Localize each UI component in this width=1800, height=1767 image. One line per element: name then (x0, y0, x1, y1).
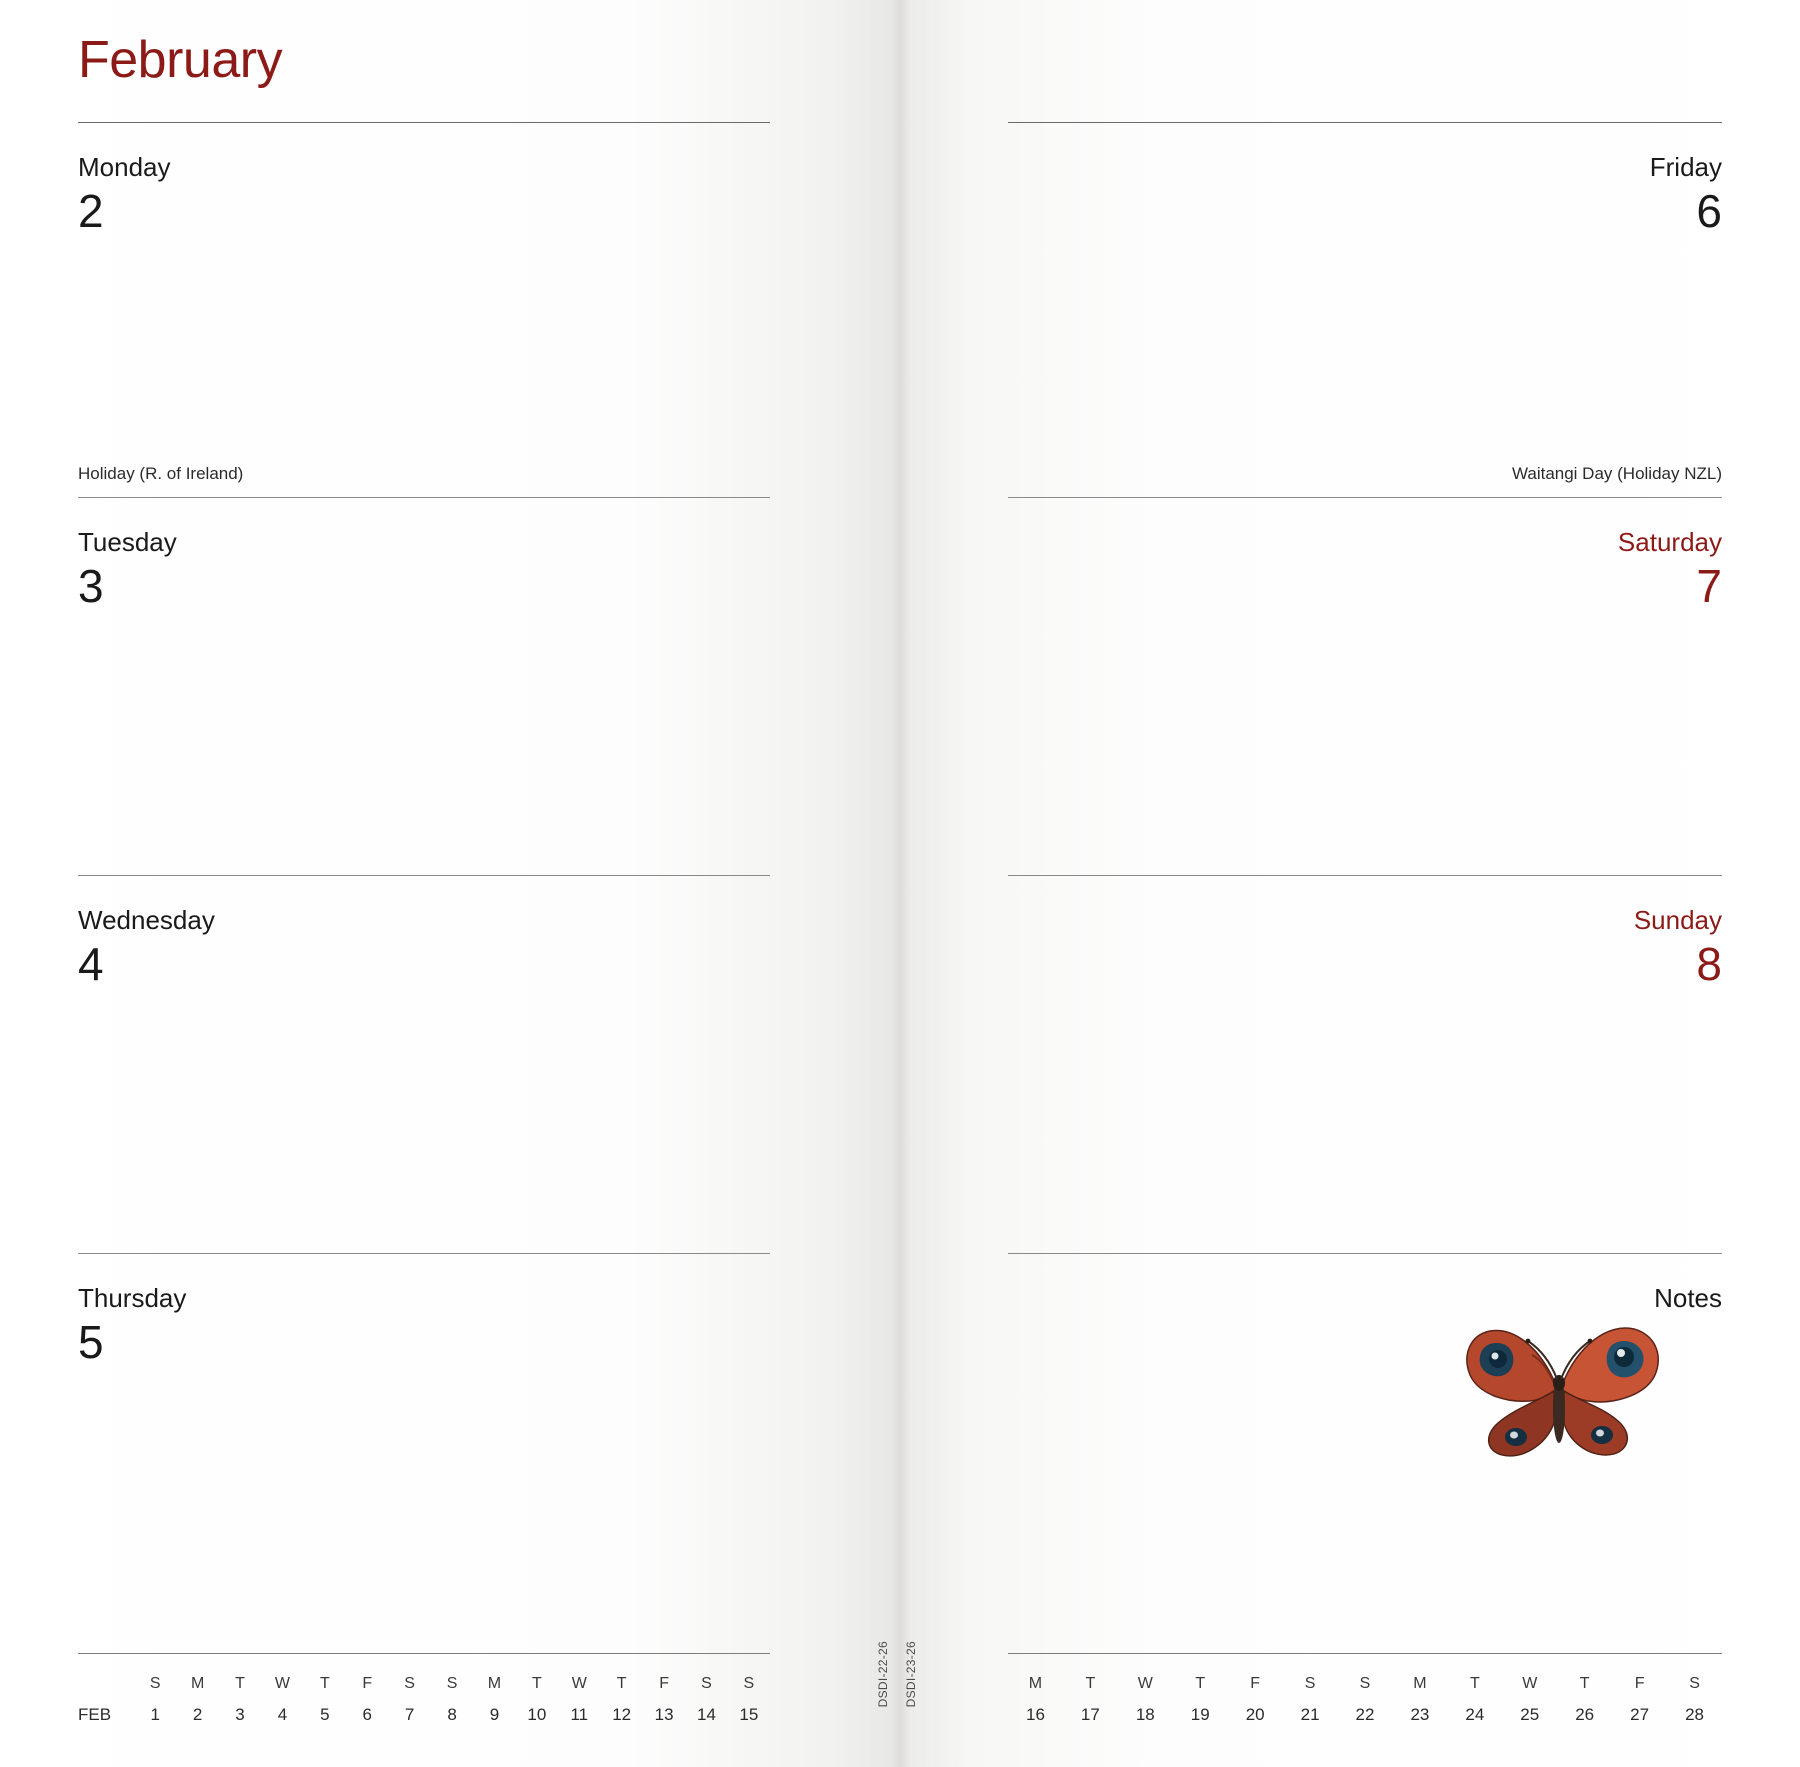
day-number: 18 (1135, 1705, 1155, 1724)
day-number: 7 (1696, 560, 1722, 612)
dow-label: S (1689, 1675, 1700, 1692)
day-number: 16 (1026, 1705, 1045, 1724)
mini-calendar-cells (134, 1675, 770, 1725)
day-number: 1 (150, 1705, 160, 1724)
page-title: February (78, 31, 283, 89)
day-number: 22 (1355, 1705, 1375, 1724)
day-number: 20 (1245, 1705, 1265, 1724)
day-number: 24 (1465, 1705, 1485, 1724)
mini-calendar-day[interactable] (516, 1675, 558, 1725)
product-code-left: DSDI-22-26 (876, 1640, 890, 1707)
mini-calendar-day[interactable] (1008, 1675, 1063, 1725)
day-number: 25 (1520, 1705, 1540, 1724)
dow-label: S (701, 1675, 712, 1692)
dow-label: T (531, 1675, 542, 1692)
divider (1008, 1253, 1722, 1254)
product-code-right: DSDI-23-26 (904, 1640, 918, 1707)
mini-calendar-day[interactable] (1447, 1675, 1502, 1725)
mini-calendar-day[interactable] (346, 1675, 388, 1725)
divider (1008, 1653, 1722, 1654)
dow-label: W (274, 1675, 290, 1692)
day-number: 10 (527, 1705, 547, 1724)
butterfly-illustration (1444, 1297, 1674, 1467)
day-entry-wednesday[interactable] (78, 905, 770, 991)
mini-calendar-day[interactable] (728, 1675, 770, 1725)
day-number: 2 (78, 185, 104, 237)
day-number: 23 (1410, 1705, 1430, 1724)
day-number: 9 (489, 1705, 500, 1724)
day-number: 5 (320, 1705, 330, 1724)
dow-label: S (404, 1675, 415, 1692)
notes-heading: Notes (1654, 1283, 1722, 1313)
dow-label: T (1085, 1675, 1096, 1692)
dow-label: T (1469, 1675, 1480, 1692)
day-number: 2 (192, 1705, 203, 1724)
day-number: 5 (78, 1316, 104, 1368)
dow-label: T (1195, 1675, 1206, 1692)
day-number: 15 (739, 1705, 759, 1724)
mini-calendar-day[interactable] (134, 1675, 176, 1725)
mini-calendar-day[interactable] (1173, 1675, 1228, 1725)
dow-label: F (659, 1675, 669, 1692)
mini-calendar-day[interactable] (304, 1675, 346, 1725)
dow-label: M (190, 1675, 205, 1692)
mini-calendar-day[interactable] (219, 1675, 261, 1725)
mini-calendar-day[interactable] (431, 1675, 473, 1725)
mini-calendar-day[interactable] (1063, 1675, 1118, 1725)
day-entry-sunday[interactable] (1008, 905, 1722, 991)
day-number: 11 (570, 1705, 589, 1724)
divider (78, 497, 770, 498)
day-name: Sunday (1633, 905, 1722, 935)
divider (1008, 122, 1722, 123)
day-number: 17 (1080, 1705, 1100, 1724)
dow-label: T (616, 1675, 627, 1692)
day-number: 26 (1575, 1705, 1595, 1724)
dow-label: W (1522, 1675, 1538, 1692)
day-number: 8 (447, 1705, 457, 1724)
dow-label: S (446, 1675, 458, 1692)
day-name: Tuesday (78, 527, 177, 557)
day-number: 6 (362, 1705, 372, 1724)
day-name: Saturday (1617, 527, 1722, 557)
dow-label: M (487, 1675, 502, 1692)
day-number: 4 (78, 938, 104, 990)
dow-label: F (362, 1675, 373, 1692)
day-name: Friday (1649, 152, 1722, 182)
day-number: 21 (1300, 1705, 1320, 1724)
mini-calendar-month-label: FEB (78, 1705, 112, 1724)
day-name: Monday (78, 152, 171, 182)
dow-label: W (571, 1675, 587, 1692)
mini-calendar-day[interactable] (643, 1675, 685, 1725)
divider (78, 875, 770, 876)
divider (1008, 497, 1722, 498)
mini-calendar-day[interactable] (1557, 1675, 1612, 1725)
mini-calendar-day[interactable] (1118, 1675, 1173, 1725)
dow-label: T (1579, 1675, 1590, 1692)
dow-label: S (149, 1675, 161, 1692)
mini-calendar-day[interactable] (600, 1675, 642, 1725)
day-entry-friday[interactable] (1008, 152, 1722, 238)
day-note-friday: Waitangi Day (Holiday NZL) (1511, 464, 1722, 483)
dow-label: S (1304, 1675, 1316, 1692)
dow-label: T (319, 1675, 330, 1692)
day-number: 6 (1696, 185, 1722, 237)
mini-calendar-day[interactable] (1667, 1675, 1722, 1725)
day-number: 27 (1630, 1705, 1650, 1724)
day-number: 3 (235, 1705, 245, 1724)
day-number: 7 (404, 1705, 415, 1724)
right-page (900, 0, 1800, 1767)
mini-calendar-day[interactable] (388, 1675, 430, 1725)
mini-calendar-day[interactable] (1392, 1675, 1447, 1725)
mini-calendar-day[interactable] (1283, 1675, 1338, 1725)
mini-calendar-day[interactable] (1228, 1675, 1283, 1725)
dow-label: M (1413, 1675, 1427, 1692)
mini-calendar-day[interactable] (1338, 1675, 1393, 1725)
day-number: 12 (612, 1705, 632, 1724)
mini-calendar-day[interactable] (261, 1675, 303, 1725)
mini-calendar-right (1008, 1675, 1722, 1725)
divider (1008, 875, 1722, 876)
day-number: 14 (697, 1705, 716, 1724)
dow-label: F (1250, 1675, 1261, 1692)
mini-calendar-day[interactable] (176, 1675, 218, 1725)
day-note-monday: Holiday (R. of Ireland) (78, 464, 244, 483)
day-number: 4 (277, 1705, 288, 1724)
day-number: 13 (654, 1705, 674, 1724)
dow-label: S (1359, 1675, 1371, 1692)
mini-calendar-day[interactable] (473, 1675, 515, 1725)
day-name: Thursday (78, 1283, 187, 1313)
mini-calendar-day[interactable] (558, 1675, 600, 1725)
dow-label: M (1028, 1675, 1043, 1692)
mini-calendar-day[interactable] (685, 1675, 727, 1725)
day-entry-thursday[interactable] (78, 1283, 770, 1369)
day-number: 28 (1685, 1705, 1704, 1724)
mini-calendar-left (78, 1675, 770, 1725)
dow-label: W (1137, 1675, 1153, 1692)
day-entry-saturday[interactable] (1008, 527, 1722, 613)
day-number: 19 (1190, 1705, 1210, 1724)
dow-label: S (743, 1675, 755, 1692)
mini-calendar-day[interactable] (1502, 1675, 1557, 1725)
dow-label: T (235, 1675, 245, 1692)
divider (78, 1253, 770, 1254)
mini-calendar-day[interactable] (1612, 1675, 1667, 1725)
day-number: 3 (78, 560, 104, 612)
day-entry-tuesday[interactable] (78, 527, 770, 613)
divider (78, 1653, 770, 1654)
day-name: Wednesday (78, 905, 215, 935)
day-number: 8 (1696, 938, 1722, 990)
mini-calendar-cells (1008, 1675, 1722, 1725)
dow-label: F (1634, 1675, 1645, 1692)
divider (78, 122, 770, 123)
day-entry-monday[interactable] (78, 152, 770, 238)
